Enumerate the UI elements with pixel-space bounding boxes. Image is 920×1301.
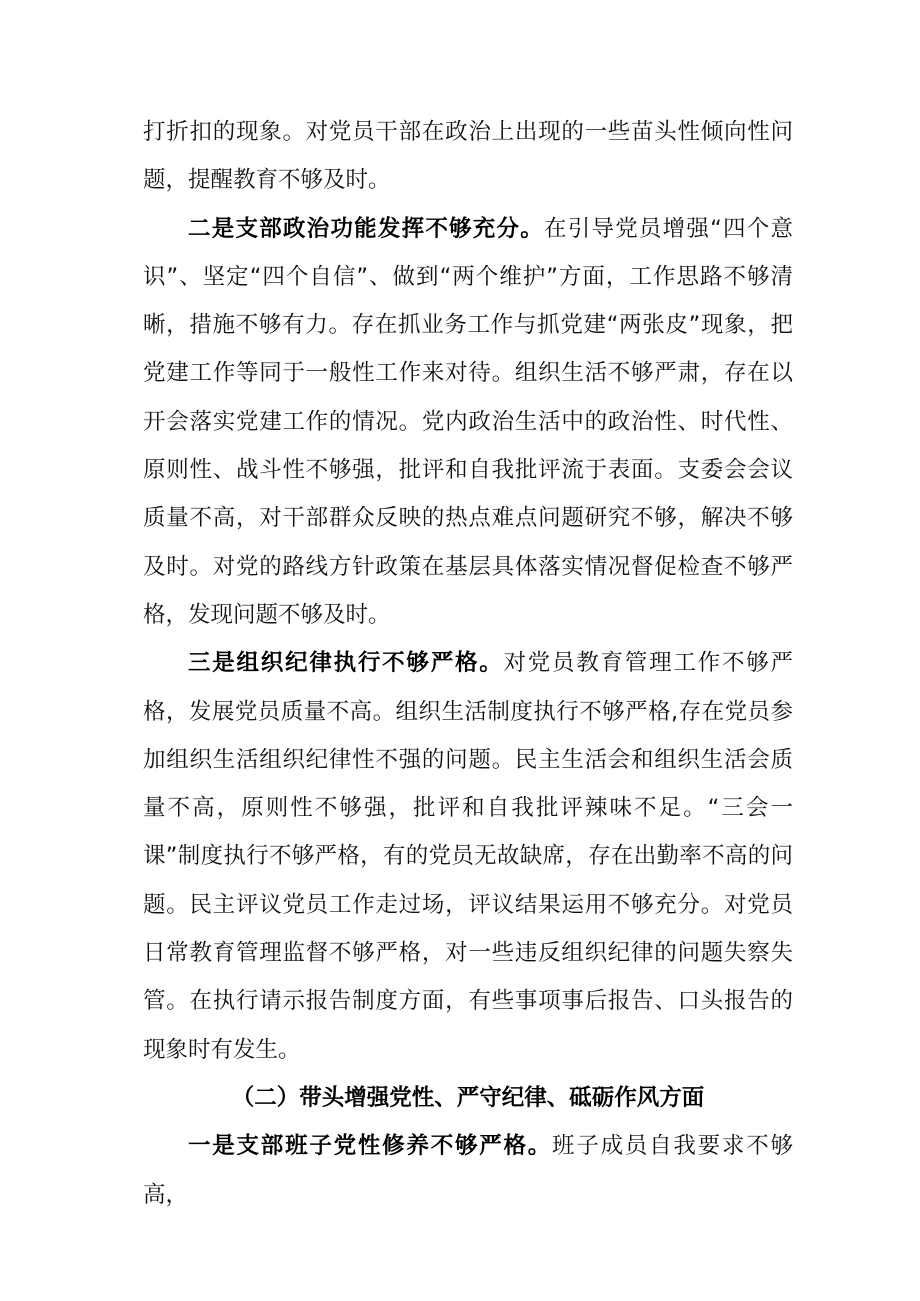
paragraph-political-function	[143, 205, 793, 640]
paragraph-text: 在引导党员增强“四个意识”、坚定“四个自信”、做到“两个维护”方面，工作思路不够清晰，措施不够有力。存在抓业务工作与抓党建“两张皮”现象，把党建工作等同于一般性工作来对待。组织生活不够严肃，存在以开会落实党建工作的情况。党内政治生活中的政治性、时代性、原则性、战斗性不够强，批评和自我批评流于表面。支委会会议质量不高，对干部群众反映的热点难点问题研究不够，解决不够及时。对党的路线方针政策在基层具体落实情况督促检查不够严格，发现问题不够及时。	[143, 215, 793, 628]
paragraph-text: 对党员教育管理工作不够严格，发展党员质量不高。组织生活制度执行不够严格,存在党员参加组织生活组织纪律性不强的问题。民主生活会和组织生活会质量不高，原则性不够强，批评和自我批评辣味不足。“三会一课”制度执行不够严格，有的党员无故缺席，存在出勤率不高的问题。民主评议党员工作走过场，评议结果运用不够充分。对党员日常教育管理监督不够严格，对一些违反组织纪律的问题失察失管。在执行请示报告制度方面，有些事项事后报告、口头报告的现象时有发生。	[143, 650, 793, 1063]
paragraph-text: 班子成员自我要求不够高，	[143, 1133, 793, 1208]
paragraph-lead: 二是支部政治功能发挥不够充分。	[188, 215, 544, 242]
paragraph-party-spirit	[143, 1122, 793, 1219]
paragraph-continuation	[143, 108, 793, 205]
paragraph-organizational-discipline	[143, 639, 793, 1074]
paragraph-text: 打折扣的现象。对党员干部在政治上出现的一些苗头性倾向性问题，提醒教育不够及时。	[143, 119, 793, 194]
document-body	[143, 108, 793, 1219]
section-heading: （二）带头增强党性、严守纪律、砥砺作风方面	[231, 1084, 705, 1111]
paragraph-lead: 一是支部班子党性修养不够严格。	[188, 1133, 553, 1160]
paragraph-lead: 三是组织纪律执行不够严格。	[188, 650, 504, 677]
